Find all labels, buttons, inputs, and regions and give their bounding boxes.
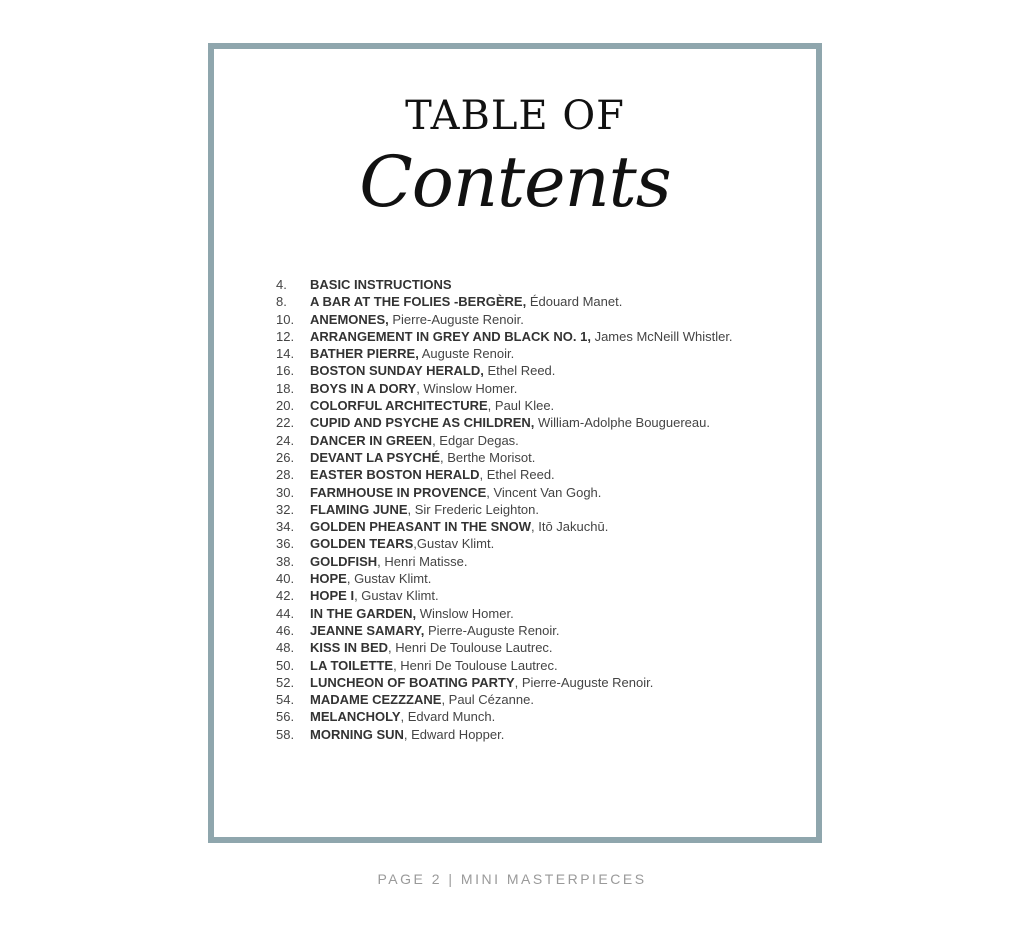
toc-entry xyxy=(276,622,733,639)
toc-entry xyxy=(276,466,733,483)
toc-page-number: 34. xyxy=(276,519,295,535)
toc-entry xyxy=(276,484,733,501)
toc-artist: Pierre-Auguste Renoir. xyxy=(388,311,524,327)
toc-artwork-title: HOPE I xyxy=(310,588,355,604)
page-frame xyxy=(208,43,822,843)
toc-page-number: 8. xyxy=(276,294,287,310)
toc-artwork-title: MELANCHOLY xyxy=(310,709,401,725)
toc-page-number: 58. xyxy=(276,726,295,742)
toc-artist: , Sir Frederic Leighton. xyxy=(407,501,540,517)
toc-entry xyxy=(276,535,733,552)
toc-artist: , Edgar Degas. xyxy=(432,432,519,448)
toc-entry xyxy=(276,708,733,725)
title-contents: Contents xyxy=(359,141,671,223)
toc-artwork-title: DANCER IN GREEN xyxy=(310,432,433,448)
toc-artist: Pierre-Auguste Renoir. xyxy=(424,622,560,638)
toc-artist: , Henri Matisse. xyxy=(377,553,468,569)
toc-page-number: 12. xyxy=(276,328,295,344)
toc-artist: , Itō Jakuchū. xyxy=(531,519,609,535)
toc-artist: , Edward Hopper. xyxy=(403,726,505,742)
toc-artist: William-Adolphe Bouguereau. xyxy=(534,415,710,431)
toc-artist: , Gustav Klimt. xyxy=(346,571,432,587)
toc-page-number: 56. xyxy=(276,709,295,725)
toc-entry xyxy=(276,726,733,743)
page-footer: PAGE 2 | MINI MASTERPIECES xyxy=(377,871,647,887)
toc-page-number: 36. xyxy=(276,536,295,552)
toc-page-number: 52. xyxy=(276,674,295,690)
toc-artist: , Berthe Morisot. xyxy=(440,449,536,465)
toc-artist: , Gustav Klimt. xyxy=(354,588,439,604)
toc-artwork-title: ARRANGEMENT IN GREY AND BLACK NO. 1, xyxy=(310,328,591,344)
toc-page-number: 54. xyxy=(276,692,295,708)
toc-artwork-title: KISS IN BED xyxy=(310,640,389,656)
toc-page-number: 32. xyxy=(276,501,295,517)
toc-artwork-title: COLORFUL ARCHITECTURE xyxy=(310,398,488,414)
toc-artwork-title: ANEMONES, xyxy=(310,311,389,327)
toc-entry xyxy=(276,605,733,622)
toc-entry xyxy=(276,501,733,518)
toc-artwork-title: GOLDEN PHEASANT IN THE SNOW xyxy=(310,519,532,535)
toc-entry xyxy=(276,639,733,656)
toc-entry xyxy=(276,328,733,345)
toc-artwork-title: MORNING SUN xyxy=(310,726,404,742)
toc-page-number: 18. xyxy=(276,380,295,396)
toc-artwork-title: BOYS IN A DORY xyxy=(310,380,417,396)
toc-artwork-title: JEANNE SAMARY, xyxy=(310,622,425,638)
toc-page-number: 26. xyxy=(276,449,295,465)
toc-page-number: 48. xyxy=(276,640,295,656)
toc-entry xyxy=(276,293,733,310)
toc-page-number: 4. xyxy=(276,277,287,292)
toc-artwork-title: BASIC INSTRUCTIONS xyxy=(310,277,452,292)
toc-page-number: 28. xyxy=(276,467,295,483)
toc-artist: , Vincent Van Gogh. xyxy=(486,484,602,500)
toc-artist: , Henri De Toulouse Lautrec. xyxy=(388,640,553,656)
toc-artist: , Ethel Reed. xyxy=(479,467,555,483)
toc-artwork-title: BOSTON SUNDAY HERALD, xyxy=(310,363,484,379)
toc-artwork-title: FLAMING JUNE xyxy=(310,501,408,517)
toc-page-number: 46. xyxy=(276,622,295,638)
toc-page-number: 44. xyxy=(276,605,295,621)
toc-artwork-title: LUNCHEON OF BOATING PARTY xyxy=(310,674,515,690)
toc-entry xyxy=(276,449,733,466)
toc-artist: Ethel Reed. xyxy=(483,363,556,379)
toc-entry xyxy=(276,432,733,449)
toc-entry xyxy=(276,553,733,570)
toc-artwork-title: FARMHOUSE IN PROVENCE xyxy=(310,484,487,500)
toc-page-number: 30. xyxy=(276,484,295,500)
toc-entry xyxy=(276,414,733,431)
toc-artist: , Winslow Homer. xyxy=(416,380,518,396)
toc-artwork-title: MADAME CEZZZANE xyxy=(310,692,442,708)
toc-entry xyxy=(276,657,733,674)
toc-artist: , Paul Klee. xyxy=(487,398,555,414)
toc-page-number: 24. xyxy=(276,432,295,448)
toc-artwork-title: LA TOILETTE xyxy=(310,657,394,673)
toc-artist: Édouard Manet. xyxy=(526,294,623,310)
toc-entry xyxy=(276,674,733,691)
title-table-of: TABLE OF xyxy=(405,93,625,139)
toc-artwork-title: IN THE GARDEN, xyxy=(310,605,417,621)
toc-entry xyxy=(276,518,733,535)
toc-entry xyxy=(276,397,733,414)
toc-entry xyxy=(276,691,733,708)
toc-page-number: 40. xyxy=(276,571,295,587)
toc-artist: , Paul Cézanne. xyxy=(441,692,534,708)
toc-artwork-title: BATHER PIERRE, xyxy=(310,346,419,362)
toc-artwork-title: GOLDFISH xyxy=(310,553,378,569)
toc-page-number: 16. xyxy=(276,363,295,379)
toc-entry xyxy=(276,380,733,397)
toc-artwork-title: DEVANT LA PSYCHÉ xyxy=(310,449,441,465)
toc-artist: ,Gustav Klimt. xyxy=(413,536,495,552)
toc-page-number: 42. xyxy=(276,588,295,604)
toc-entry xyxy=(276,276,733,293)
toc-artist: , Edvard Munch. xyxy=(400,709,496,725)
toc-artist: , Pierre-Auguste Renoir. xyxy=(514,674,654,690)
toc-page-number: 50. xyxy=(276,657,295,673)
toc-entry xyxy=(276,311,733,328)
toc-page-number: 38. xyxy=(276,553,295,569)
toc-artist: , Henri De Toulouse Lautrec. xyxy=(393,657,558,673)
toc-entry xyxy=(276,587,733,604)
toc-artist: Auguste Renoir. xyxy=(418,346,515,362)
toc-artwork-title: HOPE xyxy=(310,571,347,587)
toc-page-number: 22. xyxy=(276,415,295,431)
toc-entry xyxy=(276,345,733,362)
toc-entry xyxy=(276,362,733,379)
toc-artwork-title: GOLDEN TEARS xyxy=(310,536,414,552)
toc-list xyxy=(276,276,733,743)
toc-artist: Winslow Homer. xyxy=(416,605,514,621)
toc-artist: James McNeill Whistler. xyxy=(590,328,733,344)
toc-page-number: 14. xyxy=(276,346,295,362)
toc-artwork-title: CUPID AND PSYCHE AS CHILDREN, xyxy=(310,415,535,431)
toc-artwork-title: EASTER BOSTON HERALD xyxy=(310,467,480,483)
toc-page-number: 20. xyxy=(276,398,295,414)
toc-artwork-title: A BAR AT THE FOLIES -BERGÈRE, xyxy=(310,294,527,310)
toc-page-number: 10. xyxy=(276,311,295,327)
toc-entry xyxy=(276,570,733,587)
